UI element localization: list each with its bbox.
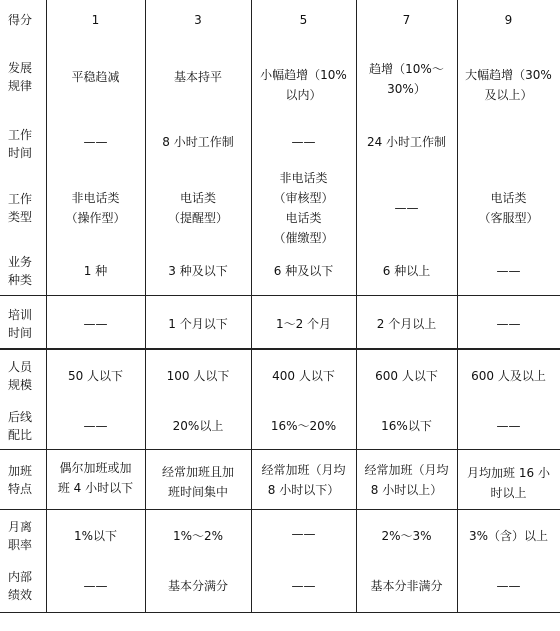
score-header: 9 — [504, 13, 513, 27]
table-cell: —— — [83, 135, 108, 149]
table-cell: 1 个月以下 — [168, 317, 228, 331]
row-label: 后线 配比 — [8, 410, 33, 442]
table-cell: 月均加班 16 小 时以上 — [467, 466, 550, 500]
table-cell: 1 种 — [83, 264, 108, 278]
table-cell: 1%～2% — [172, 529, 224, 543]
table-cell — [457, 122, 560, 162]
table-cell: —— — [83, 317, 108, 331]
section-divider — [0, 449, 560, 450]
table-cell: 经常加班（月均 8 小时以上） — [364, 463, 449, 497]
table-cell: —— — [291, 527, 316, 541]
row-label: 工作 时间 — [8, 128, 33, 160]
row-label: 月离 职率 — [8, 520, 33, 552]
table-cell: 6 种及以下 — [273, 264, 334, 278]
table-cell: —— — [496, 419, 521, 433]
score-header: 1 — [91, 13, 100, 27]
table-cell: —— — [496, 579, 521, 593]
section-divider — [0, 295, 560, 296]
table-cell: 小幅趋增（10% 以内） — [260, 68, 347, 102]
header-label: 得分 — [8, 13, 33, 27]
table-cell: 电话类 （提醒型） — [167, 191, 228, 225]
row-label: 内部 绩效 — [8, 570, 33, 602]
table-cell: 6 种以上 — [382, 264, 431, 278]
table-cell: 非电话类 （操作型） — [65, 191, 126, 225]
table-cell: —— — [496, 264, 521, 278]
table-cell: 3 种及以下 — [168, 264, 228, 278]
table-cell: 1～2 个月 — [275, 317, 332, 331]
table-cell: 20%以上 — [172, 419, 224, 433]
table-cell: 600 人以下 — [375, 369, 438, 383]
row-label: 发展 规律 — [8, 61, 33, 93]
table-cell: 基本持平 — [173, 70, 222, 84]
table-cell: 经常加班且加 班时间集中 — [161, 465, 234, 499]
table-cell: 400 人以下 — [272, 369, 335, 383]
score-header: 5 — [299, 13, 308, 27]
table-cell: 16%以下 — [381, 419, 432, 433]
table-cell: 电话类 （客服型） — [478, 191, 539, 225]
table-cell: 经常加班（月均 8 小时以下） — [261, 463, 346, 497]
table-cell: —— — [496, 317, 521, 331]
table-cell: —— — [394, 201, 419, 215]
table-cell: 2 个月以上 — [376, 317, 437, 331]
table-cell: 8 小时工作制 — [162, 135, 234, 149]
table-cell: 16%～20% — [270, 419, 337, 433]
table-cell: 1%以下 — [73, 529, 118, 543]
table-cell: —— — [83, 579, 108, 593]
table-cell: 24 小时工作制 — [366, 135, 447, 149]
table-bottom-border — [0, 612, 560, 613]
table-cell: 2%～3% — [381, 529, 432, 543]
score-header: 3 — [194, 13, 202, 27]
table-cell: —— — [291, 135, 316, 149]
row-label: 业务 种类 — [8, 255, 33, 287]
table-cell: 基本分非满分 — [370, 579, 443, 593]
section-divider — [0, 509, 560, 510]
table-cell: 基本分满分 — [167, 579, 228, 593]
table-cell: 50 人以下 — [67, 369, 124, 383]
table-cell: 600 人及以上 — [471, 369, 546, 383]
table-cell: 非电话类 （审核型） 电话类 （催缴型） — [273, 171, 334, 245]
row-label: 加班 特点 — [8, 464, 33, 496]
table-cell: 趋增（10%～ 30%） — [369, 62, 444, 96]
row-label: 工作 类型 — [8, 192, 33, 224]
score-header: 7 — [402, 13, 411, 27]
table-cell: —— — [83, 419, 108, 433]
table-cell: 大幅趋增（30% 及以上） — [465, 68, 552, 102]
section-divider — [0, 348, 560, 350]
table-cell: 偶尔加班或加 班 4 小时以下 — [57, 461, 134, 495]
table-cell: 100 人以下 — [166, 369, 230, 383]
table-cell: 3%（含）以上 — [468, 529, 549, 543]
row-label: 人员 规模 — [8, 360, 33, 392]
row-label: 培训 时间 — [8, 308, 33, 340]
table-cell: 平稳趋减 — [71, 70, 120, 84]
table-cell: —— — [291, 579, 316, 593]
